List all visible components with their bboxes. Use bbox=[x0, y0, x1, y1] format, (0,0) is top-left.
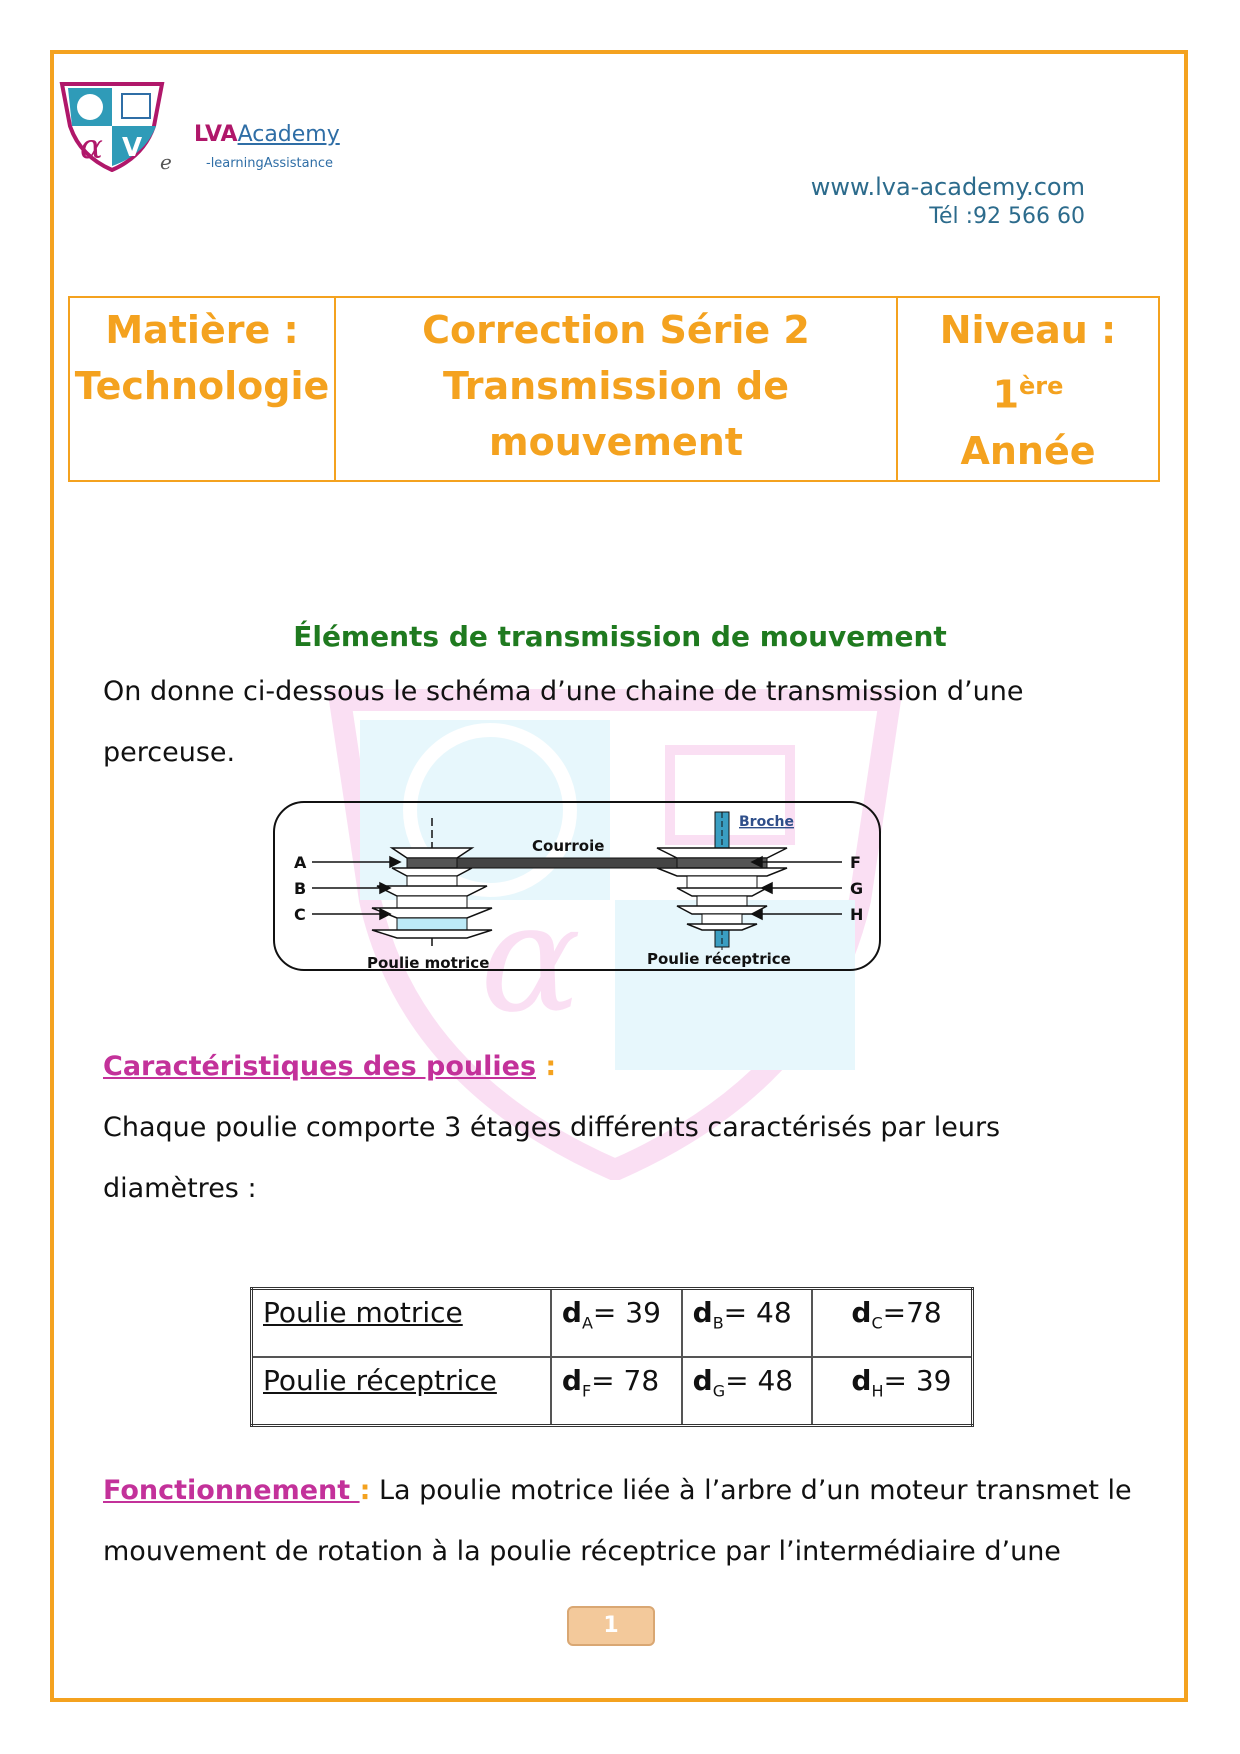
brand-e: e bbox=[160, 150, 172, 174]
brand-academy: Academy bbox=[237, 122, 340, 147]
page-number: 1 bbox=[567, 1606, 655, 1646]
title-cell bbox=[335, 297, 897, 481]
cell-da bbox=[551, 1289, 682, 1358]
svg-text:α: α bbox=[480, 872, 582, 1046]
label-poulie-motrice: Poulie motrice bbox=[367, 954, 490, 972]
label-b: B bbox=[294, 879, 307, 898]
section-title: Éléments de transmission de mouvement bbox=[293, 620, 947, 653]
d-sub: H bbox=[871, 1381, 884, 1401]
label-broche: Broche bbox=[739, 814, 794, 830]
d-sub: B bbox=[712, 1313, 724, 1333]
lva-academy-logo bbox=[58, 80, 166, 172]
label-g: G bbox=[850, 879, 864, 898]
phone-number: Tél :92 566 60 bbox=[929, 204, 1085, 229]
website-link[interactable]: www.lva-academy.com bbox=[810, 173, 1085, 201]
caracteristiques-colon: : bbox=[536, 1051, 557, 1082]
d-value: = 39 bbox=[883, 1364, 952, 1397]
subject-cell bbox=[69, 297, 335, 481]
d-symbol: d bbox=[561, 1364, 582, 1397]
title-line-1: Correction Série 2 bbox=[422, 308, 810, 352]
label-c: C bbox=[294, 905, 306, 924]
pulley-table bbox=[250, 1287, 974, 1427]
brand-lva: LVA bbox=[194, 122, 238, 147]
d-value: = 48 bbox=[725, 1364, 794, 1397]
pulley-diagram bbox=[272, 800, 882, 975]
svg-text:V: V bbox=[122, 133, 143, 163]
d-value: = 78 bbox=[591, 1364, 660, 1397]
level-prefix: Niveau : 1 bbox=[939, 308, 1117, 417]
contact-info bbox=[811, 172, 1085, 232]
caracteristiques-heading-line bbox=[103, 1036, 1143, 1097]
d-sub: A bbox=[581, 1313, 593, 1333]
d-symbol: d bbox=[692, 1296, 713, 1329]
brand-name bbox=[194, 122, 340, 147]
title-line-3: mouvement bbox=[489, 420, 743, 464]
subject-label: Matière : bbox=[105, 308, 299, 352]
fonctionnement-colon: : bbox=[359, 1475, 371, 1506]
label-f: F bbox=[850, 853, 861, 872]
fonctionnement-paragraph bbox=[103, 1460, 1143, 1582]
level-cell bbox=[897, 297, 1159, 481]
cell-dg bbox=[682, 1357, 813, 1426]
subject-value: Technologie bbox=[74, 364, 330, 408]
title-table bbox=[68, 296, 1160, 482]
d-sub: F bbox=[581, 1381, 592, 1401]
cell-df bbox=[551, 1357, 682, 1426]
table-row bbox=[252, 1357, 973, 1426]
label-poulie-receptrice: Poulie réceptrice bbox=[647, 950, 791, 968]
d-value: = 39 bbox=[592, 1296, 661, 1329]
fonctionnement-text: La poulie motrice liée à l’arbre d’un moteur transmet le mouvement de rotation à la poulie réceptrice par l’intermédiaire d’une bbox=[103, 1475, 1132, 1567]
d-sub: G bbox=[712, 1381, 726, 1401]
title-line-2: Transmission de bbox=[442, 364, 790, 408]
level-year: Année bbox=[960, 428, 1096, 473]
row-name-motrice: Poulie motrice bbox=[252, 1289, 551, 1358]
cell-db bbox=[682, 1289, 813, 1358]
d-sub: C bbox=[871, 1313, 883, 1333]
caracteristiques-heading: Caractéristiques des poulies bbox=[103, 1051, 537, 1082]
d-symbol: d bbox=[851, 1364, 872, 1397]
fonctionnement-heading: Fonctionnement bbox=[103, 1475, 360, 1506]
d-value: =78 bbox=[882, 1296, 942, 1329]
d-symbol: d bbox=[692, 1364, 713, 1397]
label-h: H bbox=[850, 905, 864, 924]
d-symbol: d bbox=[851, 1296, 872, 1329]
cell-dc bbox=[812, 1289, 972, 1358]
d-value: = 48 bbox=[723, 1296, 792, 1329]
label-a: A bbox=[294, 853, 307, 872]
intro-paragraph: On donne ci-dessous le schéma d’une chaine de transmission d’une perceuse. bbox=[103, 676, 1024, 768]
row-name-receptrice: Poulie réceptrice bbox=[252, 1357, 551, 1426]
label-courroie: Courroie bbox=[532, 837, 605, 855]
svg-text:α: α bbox=[80, 127, 103, 167]
caracteristiques-paragraph: Chaque poulie comporte 3 étages différents caractérisés par leurs diamètres : bbox=[103, 1112, 1001, 1204]
level-sup: ère bbox=[1019, 372, 1064, 400]
belt bbox=[457, 858, 677, 868]
brand-subtitle: -learningAssistance bbox=[206, 156, 333, 171]
cell-dh bbox=[812, 1357, 972, 1426]
table-row bbox=[252, 1289, 973, 1358]
d-symbol: d bbox=[561, 1296, 582, 1329]
level-label bbox=[899, 302, 1157, 423]
